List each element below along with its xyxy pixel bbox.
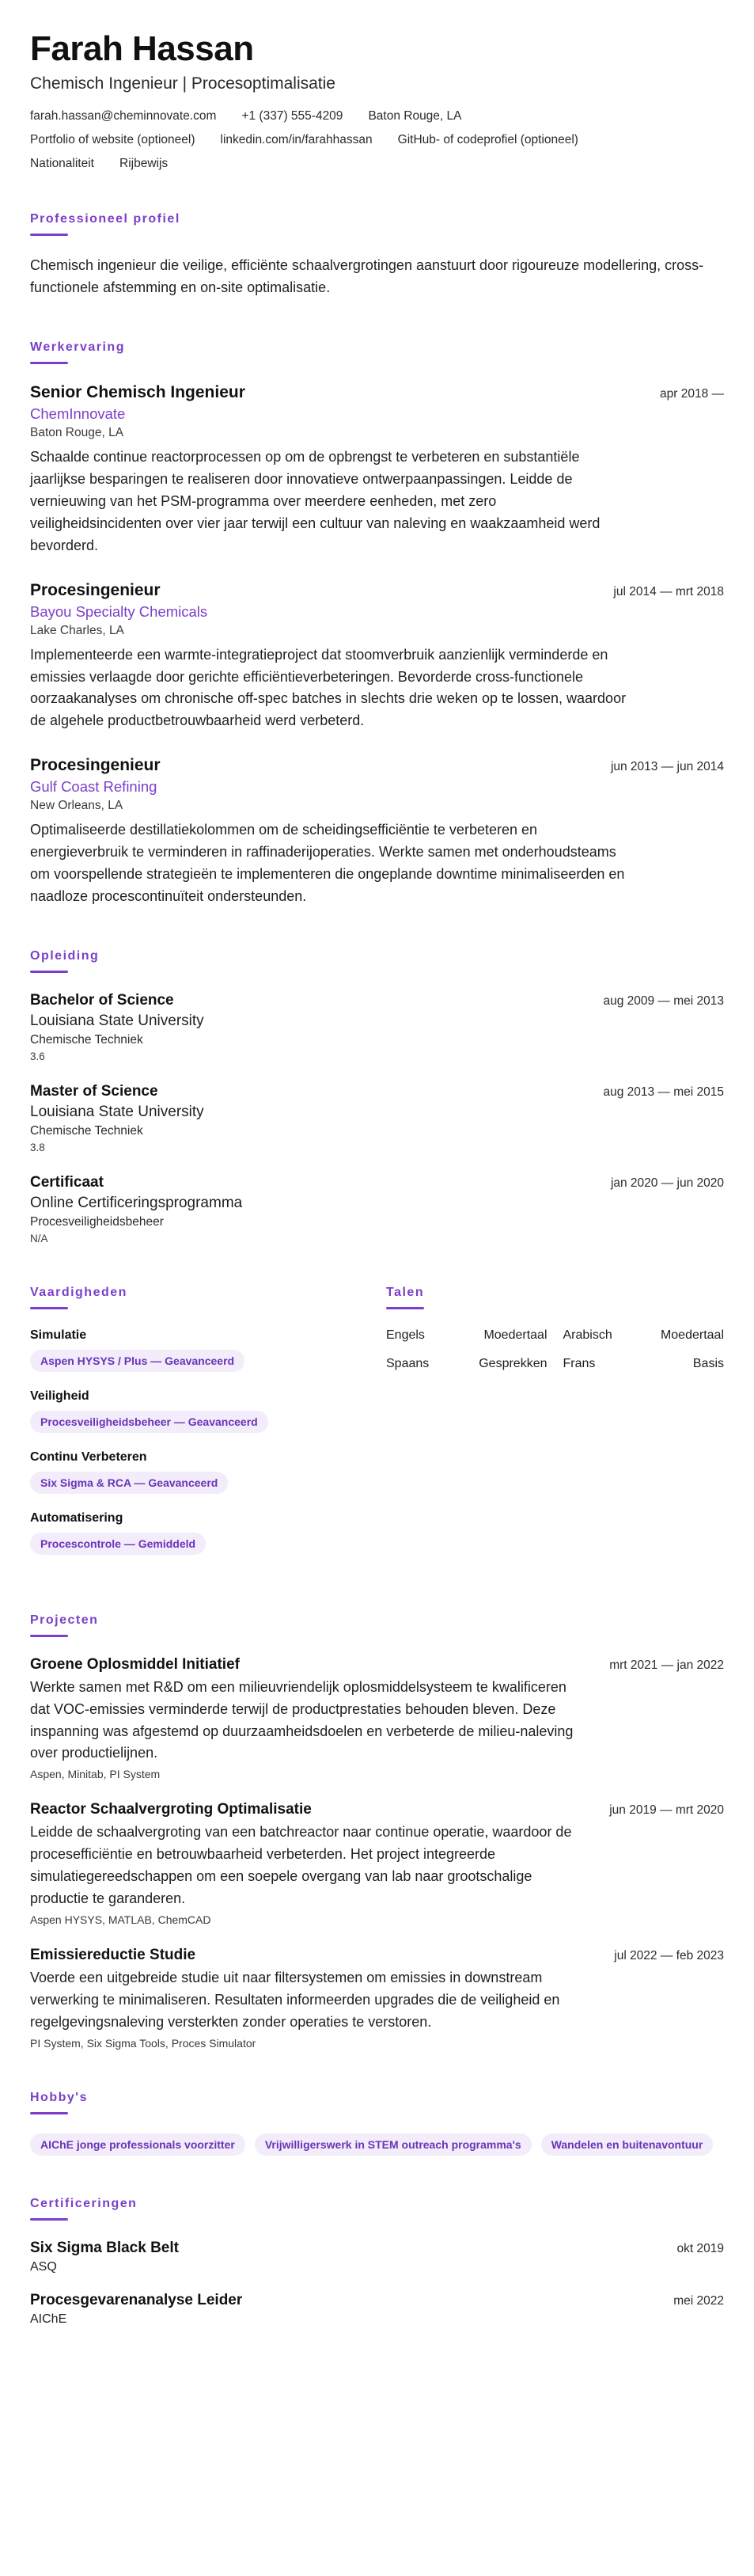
project-date: mrt 2021 — jan 2022 bbox=[609, 1658, 724, 1672]
project-item bbox=[30, 1947, 724, 2050]
cert-title: Procesgevarenanalyse Leider bbox=[30, 2291, 243, 2308]
edu-school: Louisiana State University bbox=[30, 1103, 204, 1120]
skill-pill: Aspen HYSYS / Plus — Geavanceerd bbox=[30, 1350, 244, 1372]
project-item bbox=[30, 1801, 724, 1926]
job-company: Gulf Coast Refining bbox=[30, 778, 157, 796]
project-date: jun 2019 — mrt 2020 bbox=[609, 1803, 724, 1818]
job-company: Bayou Specialty Chemicals bbox=[30, 602, 208, 620]
hobby-pill: Wandelen en buitenavontuur bbox=[541, 2133, 714, 2156]
language-level: Gesprekken bbox=[479, 1356, 548, 1370]
project-tech: Aspen HYSYS, MATLAB, ChemCAD bbox=[30, 1913, 211, 1926]
job-title: Senior Chemisch Ingenieur bbox=[30, 383, 245, 402]
edu-degree: Certificaat bbox=[30, 1173, 104, 1191]
experience-item bbox=[30, 756, 724, 908]
cert-issuer: ASQ bbox=[30, 2259, 57, 2274]
section-underline bbox=[30, 2112, 68, 2114]
contact-nationality: Nationaliteit bbox=[30, 157, 94, 171]
skill-category: Veiligheid bbox=[30, 1389, 89, 1403]
contact-linkedin[interactable]: linkedin.com/in/farahhassan bbox=[220, 133, 373, 147]
contact-portfolio[interactable]: Portfolio of website (optioneel) bbox=[30, 133, 195, 147]
job-description: Implementeerde een warmte-integratieproject dat stoomverbruik aanzienlijk verminderde en emissies verlaagde door gerichte efficiëntieverbeteringen. Bevorderde cross-functionele oorzaakanalyses om chronische off-spec batches in slechts drie weken op te lossen, waardoor de algehele productbetrouwbaarheid werd verbeterd. bbox=[30, 646, 627, 729]
skill-category: Continu Verbeteren bbox=[30, 1449, 147, 1464]
contact-license: Rijbewijs bbox=[119, 157, 169, 171]
job-description: Optimaliseerde destillatiekolommen om de scheidingsefficiëntie te verbeteren en energieverbruik te verminderen in raffinaderijoperaties. Werkte samen met onderhoudsteams om voorspellende strategieën te implementeren die ongeplande downtime minimaliseerden en naadloze procescontinuïteit ondersteunden. bbox=[30, 822, 625, 904]
contact-phone[interactable]: +1 (337) 555-4209 bbox=[241, 109, 343, 123]
edu-date: aug 2009 — mei 2013 bbox=[603, 994, 724, 1008]
skill-group bbox=[30, 1389, 386, 1433]
section-title: Certificeringen bbox=[30, 2196, 138, 2210]
section-title: Werkervaring bbox=[30, 340, 125, 355]
education-item bbox=[30, 1083, 724, 1153]
job-date: apr 2018 — bbox=[660, 387, 724, 401]
job-title: Procesingenieur bbox=[30, 756, 161, 775]
section-underline bbox=[30, 1635, 68, 1637]
edu-field: Chemische Techniek bbox=[30, 1032, 143, 1047]
job-location: New Orleans, LA bbox=[30, 799, 123, 813]
language-item bbox=[563, 1328, 725, 1343]
contact-row bbox=[30, 109, 724, 123]
edu-degree: Master of Science bbox=[30, 1082, 158, 1100]
skills-languages-row bbox=[30, 1286, 724, 1572]
language-item bbox=[386, 1328, 548, 1343]
job-date: jul 2014 — mrt 2018 bbox=[613, 584, 724, 598]
section-underline bbox=[30, 971, 68, 973]
language-level: Basis bbox=[692, 1356, 724, 1370]
language-level: Moedertaal bbox=[660, 1328, 724, 1342]
skill-group bbox=[30, 1511, 386, 1555]
contact-github[interactable]: GitHub- of codeprofiel (optioneel) bbox=[397, 133, 578, 147]
edu-grade: N/A bbox=[30, 1232, 48, 1244]
section-education bbox=[30, 949, 724, 1244]
edu-date: jan 2020 — jun 2020 bbox=[610, 1176, 724, 1190]
education-item bbox=[30, 1174, 724, 1244]
cert-title: Six Sigma Black Belt bbox=[30, 2239, 179, 2256]
hobby-pill: Vrijwilligerswerk in STEM outreach programma's bbox=[255, 2133, 532, 2156]
edu-school: Louisiana State University bbox=[30, 1012, 204, 1029]
language-item bbox=[563, 1357, 725, 1371]
section-title: Vaardigheden bbox=[30, 1285, 127, 1299]
job-description: Schaalde continue reactorprocessen op om de opbrengst te verbeteren en substantiële jaarlijkse besparingen te realiseren door innovatieve ontwerpaanpassingen. Leidde de vernieuwing van het PSM-programma over meerdere eenheden, met zero veiligheidsincidenten over vier jaar terwijl een cultuur van naleving en waakzaamheid werd bevorderd. bbox=[30, 449, 601, 553]
certification-item bbox=[30, 2292, 724, 2327]
project-item bbox=[30, 1656, 724, 1781]
experience-item bbox=[30, 581, 724, 733]
certification-item bbox=[30, 2240, 724, 2274]
project-description: Leidde de schaalvergroting van een batchreactor naar continue operatie, waardoor de procesefficiëntie en betrouwbaarheid verbeterden. Het project integreerde simulatiegereedschappen om een soepele overgang van lab naar grootschalige productie te garanderen. bbox=[30, 1824, 572, 1906]
section-hobbies bbox=[30, 2091, 724, 2156]
contact-row-extra bbox=[30, 157, 724, 171]
language-name: Frans bbox=[563, 1356, 596, 1370]
project-date: jul 2022 — feb 2023 bbox=[614, 1948, 724, 1962]
education-item bbox=[30, 992, 724, 1062]
job-location: Lake Charles, LA bbox=[30, 623, 124, 637]
section-underline bbox=[30, 362, 68, 364]
project-description: Werkte samen met R&D om een milieuvriendelijk oplosmiddelsysteem te kwalificeren dat VOC-emissies verminderde terwijl de productprestaties behouden bleven. Deze inspanning was afgestemd op duurzaamheidsdoelen en verbeterde de milieu-naleving over productielijnen. bbox=[30, 1678, 574, 1761]
project-tech: Aspen, Minitab, PI System bbox=[30, 1768, 161, 1781]
section-summary bbox=[30, 212, 724, 299]
summary-text: Chemisch ingenieur die veilige, efficiënte schaalvergrotingen aanstuurt door rigoureuze modellering, cross-functionele afstemming en on-site optimalisatie. bbox=[30, 257, 704, 296]
candidate-headline: Chemisch Ingenieur | Procesoptimalisatie bbox=[30, 74, 335, 93]
section-experience bbox=[30, 340, 724, 908]
language-name: Engels bbox=[386, 1328, 425, 1342]
job-location: Baton Rouge, LA bbox=[30, 426, 124, 440]
resume-header bbox=[30, 30, 724, 171]
section-title: Projecten bbox=[30, 1613, 99, 1627]
edu-degree: Bachelor of Science bbox=[30, 991, 174, 1009]
skill-group bbox=[30, 1328, 386, 1372]
cert-date: mei 2022 bbox=[673, 2293, 724, 2308]
job-title: Procesingenieur bbox=[30, 580, 161, 599]
section-title: Professioneel profiel bbox=[30, 212, 180, 226]
section-projects bbox=[30, 1613, 724, 2050]
contact-email[interactable]: farah.hassan@cheminnovate.com bbox=[30, 109, 217, 123]
project-title: Reactor Schaalvergroting Optimalisatie bbox=[30, 1801, 312, 1818]
project-description: Voerde een uitgebreide studie uit naar filtersystemen om emissies in downstream verwerking te minimaliseren. Resultaten informeerden upgrades die de veiligheid en regelgevingsnaleving versterkten zonder operaties te verstoren. bbox=[30, 1969, 560, 2030]
skill-category: Simulatie bbox=[30, 1328, 87, 1342]
section-title: Talen bbox=[386, 1285, 425, 1299]
candidate-name: Farah Hassan bbox=[30, 29, 254, 68]
section-title: Opleiding bbox=[30, 948, 100, 963]
skill-pill: Six Sigma & RCA — Geavanceerd bbox=[30, 1472, 228, 1494]
edu-grade: 3.6 bbox=[30, 1050, 45, 1062]
section-underline bbox=[30, 234, 68, 236]
section-underline bbox=[386, 1307, 424, 1309]
section-underline bbox=[30, 2218, 68, 2221]
section-languages bbox=[386, 1286, 724, 1572]
section-title: Hobby's bbox=[30, 2090, 88, 2104]
experience-item bbox=[30, 383, 724, 557]
language-level: Moedertaal bbox=[483, 1328, 548, 1342]
job-date: jun 2013 — jun 2014 bbox=[610, 760, 724, 774]
cert-issuer: AIChE bbox=[30, 2312, 67, 2326]
section-underline bbox=[30, 1307, 68, 1309]
edu-date: aug 2013 — mei 2015 bbox=[603, 1085, 724, 1099]
edu-grade: 3.8 bbox=[30, 1141, 45, 1153]
skill-pill: Procesveiligheidsbeheer — Geavanceerd bbox=[30, 1411, 268, 1433]
project-title: Groene Oplosmiddel Initiatief bbox=[30, 1655, 240, 1673]
edu-field: Chemische Techniek bbox=[30, 1123, 143, 1138]
contact-row-links bbox=[30, 133, 724, 147]
cert-date: okt 2019 bbox=[676, 2241, 724, 2255]
hobby-pill: AIChE jonge professionals voorzitter bbox=[30, 2133, 245, 2156]
language-item bbox=[386, 1357, 548, 1371]
job-company: ChemInnovate bbox=[30, 405, 126, 423]
skill-pill: Procescontrole — Gemiddeld bbox=[30, 1533, 206, 1555]
contact-location: Baton Rouge, LA bbox=[368, 109, 462, 123]
project-tech: PI System, Six Sigma Tools, Proces Simulator bbox=[30, 2036, 256, 2050]
section-skills bbox=[30, 1286, 386, 1572]
skill-category: Automatisering bbox=[30, 1510, 123, 1525]
section-certifications bbox=[30, 2197, 724, 2327]
language-name: Arabisch bbox=[563, 1328, 612, 1342]
language-name: Spaans bbox=[386, 1356, 430, 1370]
edu-school: Online Certificeringsprogramma bbox=[30, 1194, 243, 1211]
project-title: Emissiereductie Studie bbox=[30, 1946, 196, 1963]
edu-field: Procesveiligheidsbeheer bbox=[30, 1214, 164, 1229]
skill-group bbox=[30, 1450, 386, 1494]
